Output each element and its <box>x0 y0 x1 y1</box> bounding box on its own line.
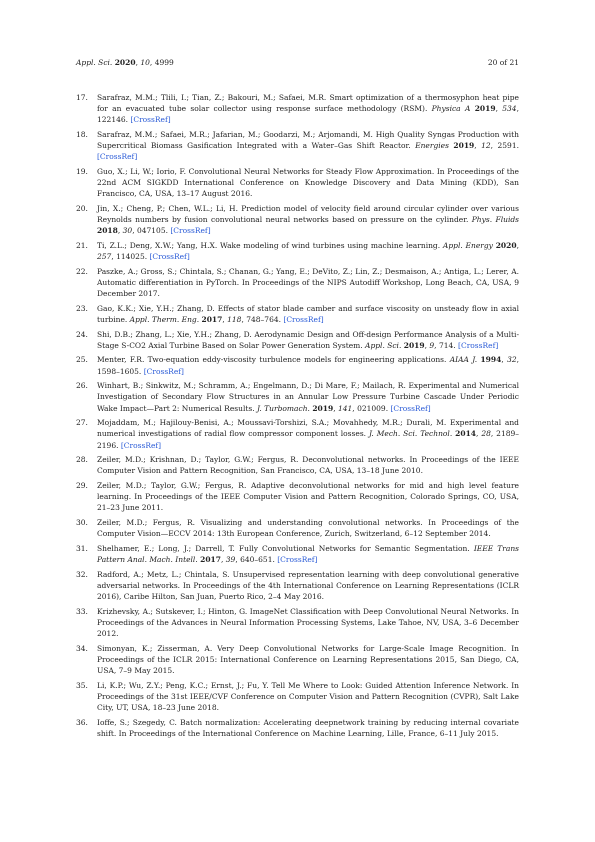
reference-number: 24. <box>76 329 88 339</box>
crossref-link[interactable]: [CrossRef] <box>97 152 138 162</box>
journal-name: Appl. Sci. <box>76 58 113 67</box>
reference-number: 23. <box>76 303 88 313</box>
journal-title: 141 <box>337 403 353 413</box>
reference-text: , 114025. <box>111 252 150 262</box>
reference-item <box>76 417 519 451</box>
reference-item <box>76 680 519 714</box>
reference-text: , <box>474 141 482 151</box>
journal-title: Appl. Sci. <box>365 340 402 350</box>
journal-title: Phys. Fluids <box>471 215 520 225</box>
reference-item <box>76 717 519 739</box>
reference-item <box>76 543 519 565</box>
journal-title: AIAA J. <box>449 355 478 365</box>
reference-number: 33. <box>76 606 88 616</box>
publication-year: 2019 <box>403 340 425 350</box>
crossref-link[interactable]: [CrossRef] <box>143 366 184 376</box>
journal-title: 28 <box>481 429 491 439</box>
reference-item <box>76 166 519 200</box>
reference-text: Menter, F.R. Two-equation eddy-viscosity turbulence models for engineering applications. <box>97 355 450 365</box>
reference-text: Sarafraz, M.M.; Safaei, M.R.; Jafarian, M.; Goodarzi, M.; Arjomandi, M. High Quality Syngas Production with Supercritical Biomass Gasification Integrated with a Water–Gas Shift Reactor. <box>97 130 519 151</box>
reference-text: , 021009. <box>352 403 391 413</box>
reference-number: 32. <box>76 569 88 579</box>
reference-text: Ioffe, S.; Szegedy, C. Batch normalization: Accelerating deepnetwork training by reducing internal covariate shift. In Proceedings of the International Conference on Machine Learning, Lille, France, 6–11 July 2015. <box>97 717 519 738</box>
reference-number: 19. <box>76 167 88 176</box>
reference-number: 21. <box>76 241 88 250</box>
reference-item <box>76 354 519 376</box>
journal-year: 2020 <box>114 58 136 67</box>
reference-text: Zeiler, M.D.; Fergus, R. Visualizing and understanding convolutional networks. In Proceedings of the Computer Vision—ECCV 2014: 13th European Conference, Zurich, Switzerland, 6–12 September 2014. <box>97 517 519 539</box>
reference-text: , 748–764. <box>241 315 284 324</box>
reference-text: Shi, D.B.; Zhang, L.; Xie, Y.H.; Zhang, D. Aerodynamic Design and Off-design Performance Analysis of a Multi-Stage S-CO2 Axial Turbine Based on Solar Power Generation System. <box>97 329 519 350</box>
crossref-link[interactable]: [CrossRef] <box>149 252 190 262</box>
publication-year: 1994 <box>480 355 502 365</box>
reference-number: 30. <box>76 517 88 527</box>
reference-text: , 047105. <box>132 226 171 236</box>
journal-title: Appl. Therm. Eng. <box>129 315 200 324</box>
reference-text: Simonyan, K.; Zisserman, A. Very Deep Convolutional Networks for Large-Scale Image Recognition. In Proceedings of the ICLR 2015: International Conference on Learning Representations 2015, San Diego, CA, USA, 7–9 May 2015. <box>97 643 519 675</box>
journal-title: 118 <box>227 315 242 324</box>
journal-title: J. Mech. Sci. Technol. <box>368 429 453 439</box>
reference-number: 36. <box>76 717 88 727</box>
page-number: 20 of 21 <box>487 58 519 67</box>
crossref-link[interactable]: [CrossRef] <box>283 315 324 324</box>
journal-title: 257 <box>97 252 112 262</box>
reference-text: , <box>117 226 123 236</box>
reference-number: 22. <box>76 266 88 276</box>
reference-text: , 122146. <box>97 104 519 125</box>
publication-year: 2017 <box>201 315 223 324</box>
reference-number: 28. <box>76 455 88 465</box>
journal-title: 39 <box>225 554 236 564</box>
reference-text: , <box>222 315 228 324</box>
reference-number: 31. <box>76 543 88 553</box>
publication-year: 2019 <box>453 141 475 151</box>
reference-item <box>76 303 519 325</box>
crossref-link[interactable]: [CrossRef] <box>458 340 499 350</box>
reference-number: 35. <box>76 680 88 690</box>
reference-item <box>76 92 519 126</box>
crossref-link[interactable]: [CrossRef] <box>277 554 318 564</box>
reference-number: 20. <box>76 204 88 213</box>
reference-text: Zeiler, M.D.; Krishnan, D.; Taylor, G.W.; Fergus, R. Deconvolutional networks. In Proceedings of the IEEE Computer Vision and Pattern Recognition, San Francisco, CA, USA, 13–18 June 2010. <box>97 455 519 476</box>
journal-title: Appl. Energy <box>442 241 493 250</box>
page-header <box>76 57 519 69</box>
reference-text: , <box>333 403 338 413</box>
reference-item <box>76 643 519 677</box>
reference-text: Winhart, B.; Sinkwitz, M.; Schramm, A.; Engelmann, D.; Di Mare, F.; Mailach, R. Experimental and Numerical Investigation of Secondary Flow Structures in an Annular Low Pressure Turbine Cascade Under Periodic Wake Impact—Part 2: Numerical Results. <box>97 381 519 413</box>
reference-item <box>76 606 519 640</box>
crossref-link[interactable]: [CrossRef] <box>170 226 211 236</box>
crossref-link[interactable]: [CrossRef] <box>130 115 171 125</box>
reference-text: Li, K.P.; Wu, Z.Y.; Peng, K.C.; Ernst, J.; Fu, Y. Tell Me Where to Look: Guided Attention Inference Network. In Proceedings of the 31st IEEE/CVF Conference on Computer Vision and Pattern Recognition (CVPR), Salt Lake City, UT, USA, 18–23 June 2018. <box>97 680 519 712</box>
reference-text: Zeiler, M.D.; Taylor, G.W.; Fergus, R. Adaptive deconvolutional networks for mid and high level feature learning. In Proceedings of the IEEE Computer Vision and Pattern Recognition, Colorado Springs, CO, USA, 21–23 June 2011. <box>97 480 519 513</box>
reference-text: Gao, K.K.; Xie, Y.H.; Zhang, D. Effects of stator blade camber and surface viscosity on unsteady flow in axial turbine. <box>97 303 519 324</box>
journal-title: 32 <box>507 355 517 365</box>
reference-text: , 2189–2196. <box>97 429 520 450</box>
reference-text: , <box>516 241 519 250</box>
journal-title: IEEE Trans Pattern Anal. Mach. Intell. <box>97 543 519 564</box>
reference-text: , 640–651. <box>235 554 278 564</box>
reference-text: Radford, A.; Metz, L.; Chintala, S. Unsupervised representation learning with deep convolutional generative adversarial networks. In Proceedings of the 4th International Conference on Learning Representations (ICLR 2016), Caribe Hilton, San Juan, Puerto Rico, 2–4 May 2016. <box>97 569 519 601</box>
reference-item <box>76 203 519 237</box>
reference-number: 17. <box>76 93 88 102</box>
publication-year: 2018 <box>97 226 118 236</box>
publication-year: 2020 <box>495 241 517 250</box>
reference-item <box>76 454 519 476</box>
article-number: 4999 <box>154 58 174 67</box>
reference-text: , <box>501 355 508 365</box>
reference-item <box>76 240 519 262</box>
reference-item <box>76 266 519 300</box>
reference-text: Jin, X.; Cheng, P.; Chen, W.L.; Li, H. Prediction model of velocity field around circular cylinder over various Reynolds numbers by fusion convolutional neural networks based on pressure on the cylinder. <box>97 204 519 225</box>
publication-year: 2019 <box>474 104 496 114</box>
reference-text: Mojaddam, M.; Hajilouy-Benisi, A.; Moussavi-Torshizi, S.A.; Movahhedy, M.R.; Durali, M. Experimental and numerical investigations of radial flow compressor component losses. <box>97 418 519 439</box>
reference-item <box>76 569 519 603</box>
reference-text: , <box>476 429 482 439</box>
journal-citation: Appl. Sci. 2020, 10, 4999 <box>76 58 174 67</box>
reference-text: , <box>424 340 430 350</box>
journal-title: Energies <box>415 141 449 151</box>
journal-title: 534 <box>502 104 517 114</box>
reference-number: 34. <box>76 643 88 653</box>
journal-title: 9 <box>429 340 435 350</box>
reference-number: 27. <box>76 418 88 428</box>
reference-text: Guo, X.; Li, W.; Iorio, F. Convolutional Neural Networks for Steady Flow Approximation. In Proceedings of the 22nd ACM SIGKDD International Conference on Knowledge Discovery and Data Mining (KDD), San Francisco, CA, USA, 13–17 August 2016. <box>97 167 519 199</box>
journal-title: 30 <box>122 226 133 236</box>
reference-list <box>76 92 519 742</box>
reference-text: , 2591. <box>490 141 519 151</box>
journal-title: 12 <box>481 141 491 151</box>
journal-title: J. Turbomach. <box>256 403 310 413</box>
publication-year: 2014 <box>455 429 477 439</box>
reference-number: 26. <box>76 381 88 391</box>
reference-item <box>76 329 519 351</box>
reference-text: , <box>220 554 226 564</box>
journal-volume: 10 <box>140 58 150 67</box>
reference-item <box>76 129 519 163</box>
reference-number: 18. <box>76 130 88 139</box>
reference-text: Ti, Z.L.; Deng, X.W.; Yang, H.X. Wake modeling of wind turbines using machine learning. <box>97 241 443 250</box>
reference-item <box>76 380 519 414</box>
reference-text: , 1598–1605. <box>97 355 519 376</box>
reference-item <box>76 480 519 514</box>
crossref-link[interactable]: [CrossRef] <box>390 403 431 413</box>
publication-year: 2017 <box>200 554 221 564</box>
reference-number: 29. <box>76 480 88 490</box>
reference-item <box>76 517 519 539</box>
crossref-link[interactable]: [CrossRef] <box>120 440 162 450</box>
reference-text: , <box>495 104 503 114</box>
publication-year: 2019 <box>312 403 334 413</box>
reference-text: Krizhevsky, A.; Sutskever, I.; Hinton, G. ImageNet Classification with Deep Convolutional Neural Networks. In Proceedings of the Advances in Neural Information Processing Systems, Lake Tahoe, NV, USA, 3–6 December 2012. <box>97 606 519 638</box>
reference-text: Shelhamer, E.; Long, J.; Darrell, T. Fully Convolutional Networks for Semantic Segmentation. <box>97 543 474 553</box>
reference-number: 25. <box>76 355 88 365</box>
reference-text: Paszke, A.; Gross, S.; Chintala, S.; Chanan, G.; Yang, E.; DeVito, Z.; Lin, Z.; Desmaison, A.; Antiga, L.; Lerer, A. Automatic differentiation in PyTorch. In Proceedings of the NIPS Autodiff Workshop, Long Beach, CA, USA, 9 December 2017. <box>97 266 519 299</box>
journal-title: Physica A <box>431 104 471 114</box>
reference-text: , 714. <box>434 340 459 350</box>
reference-text: Sarafraz, M.M.; Tlili, I.; Tian, Z.; Bakouri, M.; Safaei, M.R. Smart optimization of a thermosyphon heat pipe for an evacuated tube solar collector using response surface methodology (RSM). <box>97 93 519 114</box>
